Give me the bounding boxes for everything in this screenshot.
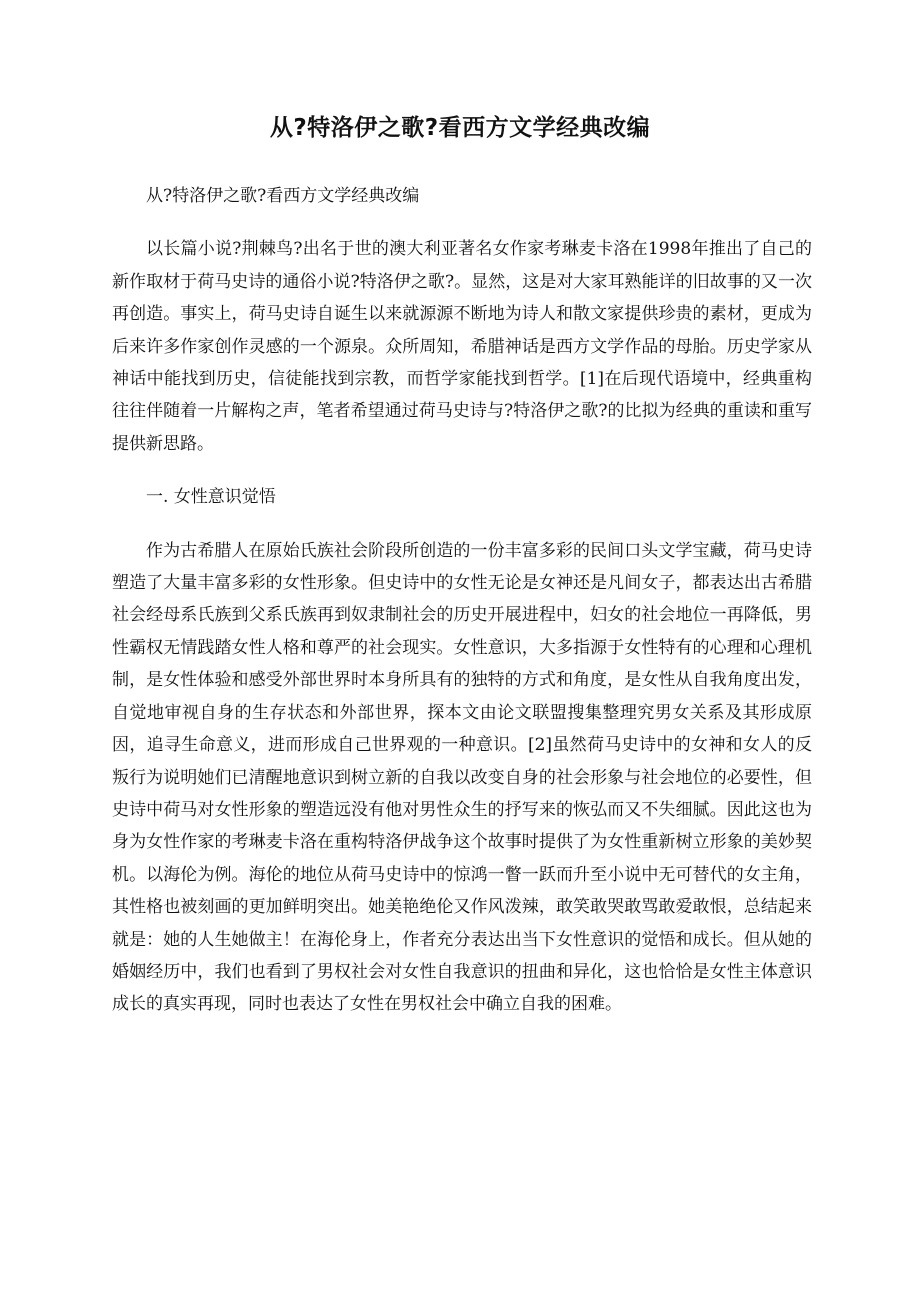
document-title: 从?特洛伊之歌?看西方文学经典改编 [269,115,651,141]
document-body [112,180,812,1042]
section-heading: 一. 女性意识觉悟 [146,487,276,508]
document-subtitle: 从?特洛伊之歌?看西方文学经典改编 [146,186,420,206]
paragraph-female-consciousness: 作为古希腊人在原始氏族社会阶段所创造的一份丰富多彩的民间口头文学宝藏，荷马史诗塑造了大量丰富多彩的女性形象。但史诗中的女性无论是女神还是凡间女子，都表达出古希腊社会经母系氏族到父系氏族再到奴隶制社会的历史开展进程中，妇女的社会地位一再降低，男性霸权无情践踏女性人格和尊严的社会现实。女性意识，大多指源于女性特有的心理和心理机制，是女性体验和感受外部世界时本身所具有的独特的方式和角度，是女性从自我角度出发，自觉地审视自身的生存状态和外部世界，探本文由论文联盟搜集整理究男女关系及其形成原因，追寻生命意义，进而形成自己世界观的一种意识。[2]虽然荷马史诗中的女神和女人的反叛行为说明她们已清醒地意识到树立新的自我以改变自身的社会形象与社会地位的必要性，但史诗中荷马对女性形象的塑造远没有他对男性众生的抒写来的恢弘而又不失细腻。因此这也为身为女性作家的考琳麦卡洛在重构特洛伊战争这个故事时提供了为女性重新树立形象的美妙契机。以海伦为例。海伦的地位从荷马史诗中的惊鸿一瞥一跃而升至小说中无可替代的女主角，其性格也被刻画的更加鲜明突出。她美艳绝伦又作风泼辣，敢笑敢哭敢骂敢爱敢恨，总结起来就是：她的人生她做主！在海伦身上，作者充分表达出当下女性意识的觉悟和成长。但从她的婚姻经历中，我们也看到了男权社会对女性自我意识的扭曲和异化，这也恰恰是女性主体意识成长的真实再现，同时也表达了女性在男权社会中确立自我的困难。 [112,540,812,1015]
paragraph-intro: 以长篇小说?荆棘鸟?出名于世的澳大利亚著名女作家考琳麦卡洛在1998年推出了自己的新作取材于荷马史诗的通俗小说?特洛伊之歌?。显然，这是对大家耳熟能详的旧故事的又一次再创造。事实上，荷马史诗自诞生以来就源源不断地为诗人和散文家提供珍贵的素材，更成为后来许多作家创作灵感的一个源泉。众所周知，希腊神话是西方文学作品的母胎。历史学家从神话中能找到历史，信徒能找到宗教，而哲学家能找到哲学。[1]在后现代语境中，经典重构往往伴随着一片解构之声，笔者希望通过荷马史诗与?特洛伊之歌?的比拟为经典的重读和重写提供新思路。 [112,239,812,454]
